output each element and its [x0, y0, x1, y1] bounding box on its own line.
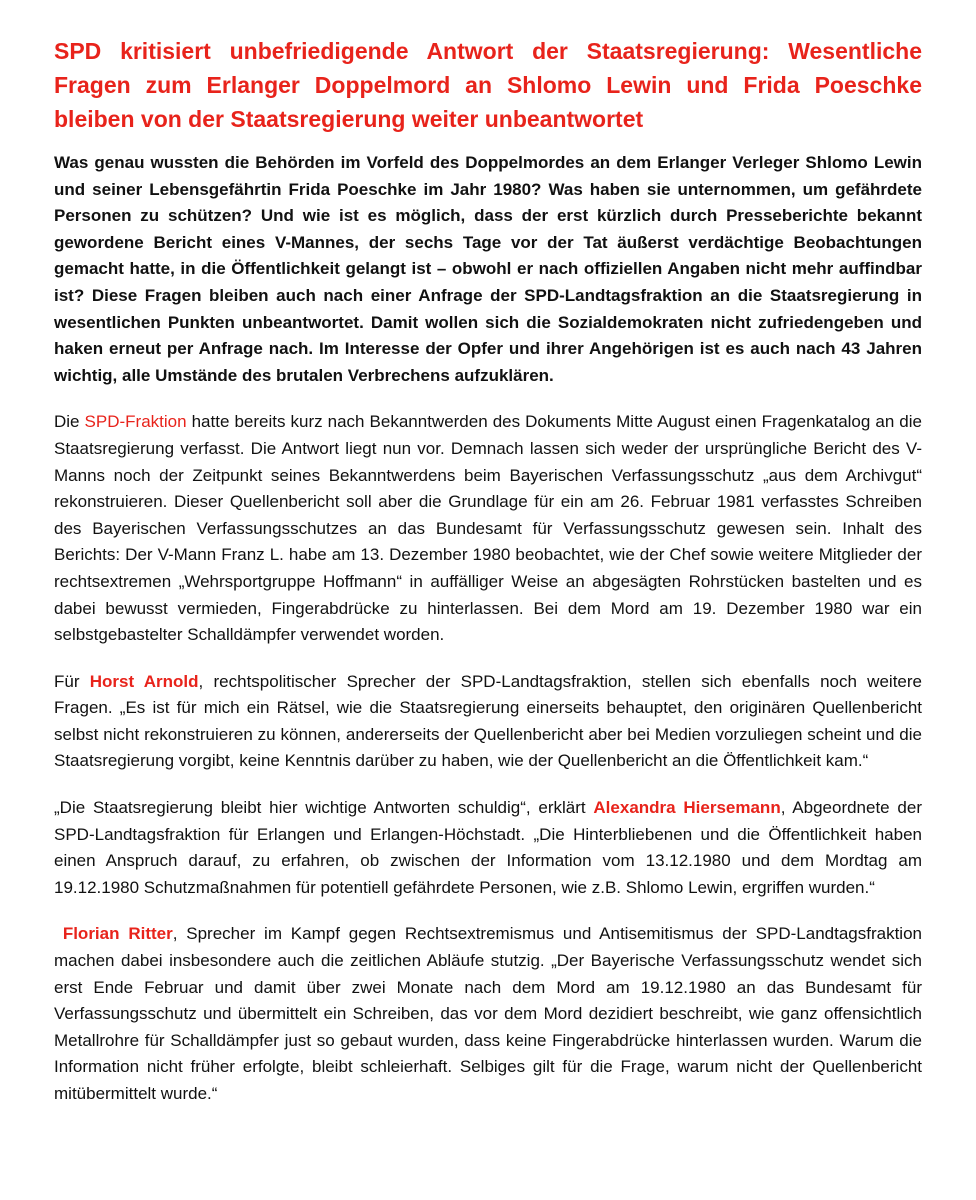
- para1-before: Die: [54, 412, 85, 432]
- body-paragraph-1: [54, 409, 922, 648]
- body-paragraph-3: [54, 795, 922, 901]
- headline: SPD kritisiert unbefriedigende Antwort der Staatsregierung: Wesentliche Fragen zum Erlanger Doppelmord an Shlomo Lewin und Frida Poeschke bleiben von der Staatsregierung weiter unbeantwortet: [54, 38, 922, 132]
- body-paragraph-2: [54, 669, 922, 775]
- person-name-florian-ritter: Florian Ritter: [62, 924, 173, 944]
- para3-before: „Die Staatsregierung bleibt hier wichtige Antworten schuldig“, erklärt: [54, 798, 594, 818]
- para3-after: , Abgeordnete der SPD-Landtagsfraktion für Erlangen und Erlangen-Höchstadt. „Die Hinterbliebenen und die Öffentlichkeit haben einen Anspruch darauf, zu erfahren, ob zwischen der Information vom 13.12.1980 und dem Mordtag am 19.12.1980 Schutzmaßnahmen für potentiell gefährdete Personen, wie z.B. Shlomo Lewin, ergriffen wurden.“: [54, 798, 922, 897]
- para1-after: hatte bereits kurz nach Bekanntwerden des Dokuments Mitte August einen Fragenkatalog an die Staatsregierung verfasst. Die Antwort liegt nun vor. Demnach lassen sich weder der ursprüngliche Bericht des V-Manns noch der Zeitpunkt seines Bekanntwerdens beim Bayerischen Verfassungsschutz „aus dem Archivgut“ rekonstruieren. Dieser Quellenbericht soll aber die Grundlage für ein am 26. Februar 1981 verfasstes Schreiben des Bayerischen Verfassungsschutzes an das Bundesamt für Verfassungsschutz gewesen sein. Inhalt des Berichts: Der V-Mann Franz L. habe am 13. Dezember 1980 beobachtet, wie der Chef sowie weitere Mitglieder der rechtsextremen „Wehrsportgruppe Hoffmann“ in auffälliger Weise an abgesägten Rohrstücken bastelten und es dabei bewusst vermieden, Fingerabdrücke zu hinterlassen. Bei dem Mord am 19. Dezember 1980 war ein selbstgebastelter Schalldämpfer verwendet worden.: [54, 412, 922, 645]
- para4-after: , Sprecher im Kampf gegen Rechtsextremismus und Antisemitismus der SPD-Landtagsfraktion machen dabei insbesondere auch die zeitlichen Abläufe stutzig. „Der Bayerische Verfassungsschutz wendet sich erst Ende Februar und damit über zwei Monate nach dem Mord am 19.12.1980 an das Bundesamt für Verfassungsschutz und übermittelt ein Schreiben, das vor dem Mord dezidiert beschreibt, wie ganz offensichtlich Metallrohre für Schalldämpfer just so gebaut wurden, dass keine Fingerabdrücke hinterlassen wurden. Warum die Information nicht früher erfolgte, bleibt schleierhaft. Selbiges gilt für die Frage, warum nicht der Quellenbericht mitübermittelt wurde.“: [54, 924, 922, 1103]
- person-name-alexandra-hiersemann: Alexandra Hiersemann: [593, 798, 781, 818]
- body-paragraph-4: [54, 921, 922, 1107]
- para2-before: Für: [54, 671, 90, 691]
- para2-after: , rechtspolitischer Sprecher der SPD-Landtagsfraktion, stellen sich ebenfalls noch weitere Fragen. „Es ist für mich ein Rätsel, wie die Staatsregierung einerseits behauptet, den originären Quellenbericht selbst nicht rekonstruieren zu können, andererseits der Quellenbericht aber bei Medien vorzuliegen scheint und die Staatsregierung vorgibt, keine Kenntnis darüber zu haben, wie der Quellenbericht an die Öffentlichkeit kam.“: [54, 671, 922, 771]
- lead-paragraph: Was genau wussten die Behörden im Vorfeld des Doppelmordes an dem Erlanger Verleger Shlomo Lewin und seiner Lebensgefährtin Frida Poeschke im Jahr 1980? Was haben sie unternommen, um gefährdete Personen zu schützen? Und wie ist es möglich, dass der erst kürzlich durch Presseberichte bekannt gewordene Bericht eines V-Mannes, der sechs Tage vor der Tat äußerst verdächtige Beobachtungen gemacht hatte, in die Öffentlichkeit gelangt ist – obwohl er nach offiziellen Angaben nicht mehr auffindbar ist? Diese Fragen bleiben auch nach einer Anfrage der SPD-Landtagsfraktion an die Staatsregierung in wesentlichen Punkten unbeantwortet. Damit wollen sich die Sozialdemokraten nicht zufriedengeben und haken erneut per Anfrage nach. Im Interesse der Opfer und ihrer Angehörigen ist es auch nach 43 Jahren wichtig, alle Umstände des brutalen Verbrechens aufzuklären.: [54, 153, 922, 385]
- person-name-horst-arnold: Horst Arnold: [89, 671, 199, 691]
- spd-fraktion-highlight: SPD-Fraktion: [84, 412, 187, 432]
